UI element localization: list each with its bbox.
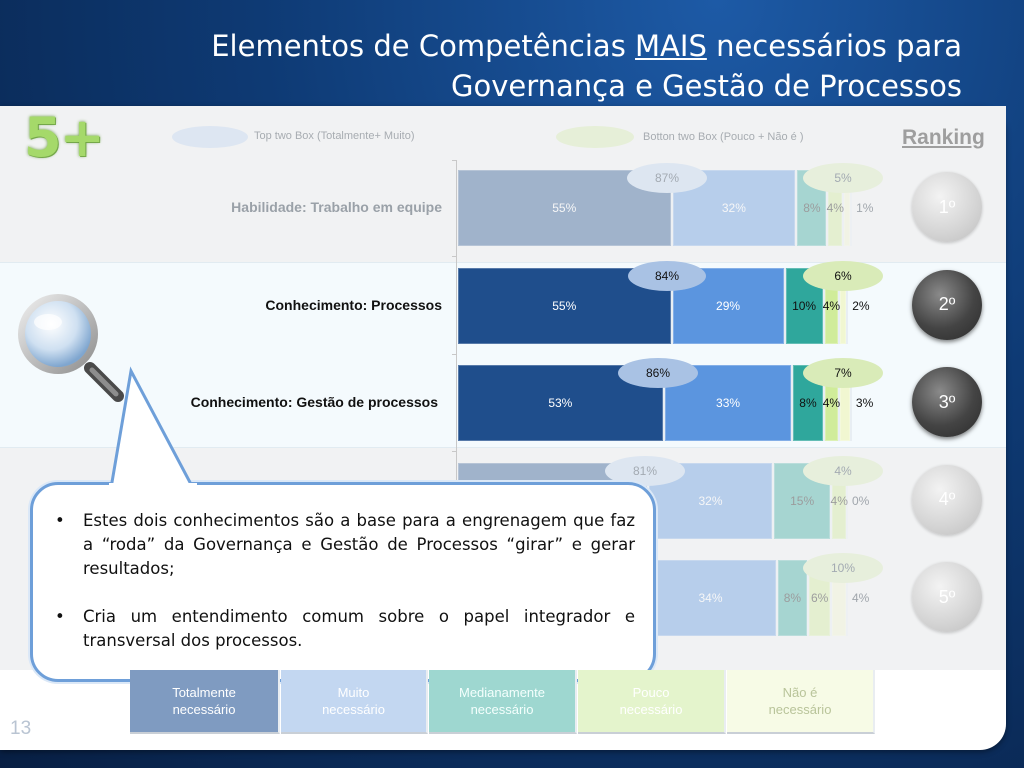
bottom-two-badge: 10% — [803, 553, 883, 583]
seg-totalmente: 53% — [458, 365, 665, 441]
axis-tick — [452, 160, 457, 161]
title-emphasis: MAIS — [635, 29, 707, 63]
nao-value: 1% — [856, 201, 874, 215]
seg-pouco: 4% — [825, 268, 841, 344]
callout-box — [30, 482, 656, 682]
nao-value: 2% — [852, 298, 870, 313]
legend-top-oval — [172, 126, 248, 148]
ranking-label: Ranking — [902, 126, 985, 149]
callout-list — [33, 485, 653, 653]
axis-tick — [452, 354, 457, 355]
seg-muito: 32% — [673, 170, 798, 246]
rank-badge: 5º — [912, 562, 982, 632]
scale-legend-item: Não é necessário — [727, 670, 875, 734]
scale-legend-item: Pouco necessário — [578, 670, 726, 734]
seg-medianamente: 8% — [778, 560, 809, 636]
title-line2: Governança e Gestão de Processos — [450, 69, 962, 103]
seg-muito: 32% — [649, 463, 774, 539]
bottom-two-badge: 7% — [803, 358, 883, 388]
scale-legend-item: Muito necessário — [281, 670, 428, 734]
nao-value: 3% — [855, 396, 874, 410]
seg-pouco: 4% — [825, 365, 841, 441]
row-label: Conhecimento: Gestão de processos — [190, 394, 438, 410]
seg-totalmente: 55% — [458, 268, 673, 344]
seg-medianamente: 8% — [793, 365, 824, 441]
seg-totalmente: 55% — [458, 170, 673, 246]
seg-muito: 33% — [665, 365, 794, 441]
title-line1-start: Elementos de Competências — [211, 29, 636, 63]
top-two-badge: 86% — [618, 358, 698, 388]
rank-badge: 4º — [912, 465, 982, 535]
bottom-two-badge: 4% — [803, 456, 883, 486]
seg-pouco: 4% — [832, 463, 848, 539]
bottom-two-badge: 5% — [803, 163, 883, 193]
badge-5plus: 5+ — [24, 106, 103, 169]
rank-badge: 2º — [912, 270, 982, 340]
seg-medianamente: 15% — [774, 463, 833, 539]
callout-bullet: • Cria um entendimento comum sobre o papel integrador e transversal dos processos. — [55, 605, 635, 653]
title-line1-end: necessários para — [706, 29, 962, 63]
page-number: 13 — [10, 718, 32, 739]
bottom-two-badge: 6% — [803, 261, 883, 291]
rank-badge: 1º — [912, 172, 982, 242]
legend-bottom-two: Botton two Box (Pouco + Não é ) — [643, 131, 804, 143]
seg-muito: 34% — [645, 560, 778, 636]
seg-medianamente: 10% — [786, 268, 825, 344]
axis-tick — [452, 451, 457, 452]
nao-value: 4% — [852, 591, 870, 605]
seg-medianamente: 8% — [797, 170, 828, 246]
magnifier-icon — [10, 290, 130, 410]
nao-value: 0% — [852, 493, 870, 508]
top-two-badge: 84% — [628, 261, 706, 291]
seg-pouco: 6% — [809, 560, 832, 636]
callout-bullet: • Estes dois conhecimentos são a base para a engrenagem que faz a “roda” da Governança e Gestão de Processos “girar” e gerar resultados; — [55, 509, 635, 581]
seg-pouco: 4% — [828, 170, 844, 246]
legend-top-two: Top two Box (Totalmente+ Muito) — [254, 130, 415, 142]
row-label: Conhecimento: Processos — [265, 296, 442, 313]
top-two-badge: 87% — [627, 163, 707, 193]
top-two-badge: 81% — [605, 456, 685, 486]
legend-bottom-oval — [556, 126, 634, 148]
row-label: Habilidade: Trabalho em equipe — [231, 199, 442, 215]
axis-tick — [452, 256, 457, 257]
rank-badge: 3º — [912, 367, 982, 437]
seg-muito: 29% — [673, 268, 786, 344]
scale-legend-item: Medianamente necessário — [429, 670, 577, 734]
scale-legend-item: Totalmente necessário — [130, 670, 280, 734]
slide-title — [102, 26, 962, 106]
